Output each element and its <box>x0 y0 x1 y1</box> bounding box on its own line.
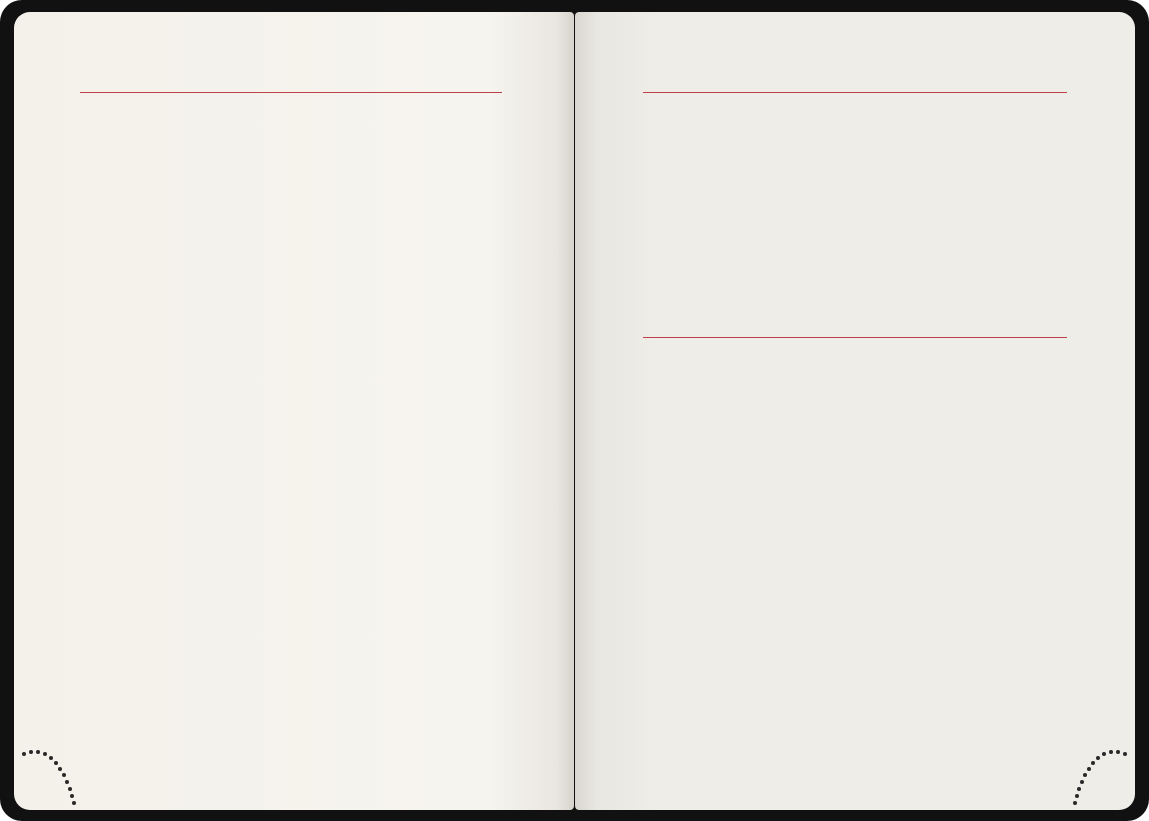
left-page <box>14 12 574 810</box>
tie-title <box>643 335 1067 338</box>
dotted-ornament-right <box>1055 732 1135 810</box>
units-title <box>80 90 502 93</box>
dotted-ornament-left <box>14 732 94 810</box>
right-page <box>575 12 1135 810</box>
paper-title <box>643 90 1067 93</box>
